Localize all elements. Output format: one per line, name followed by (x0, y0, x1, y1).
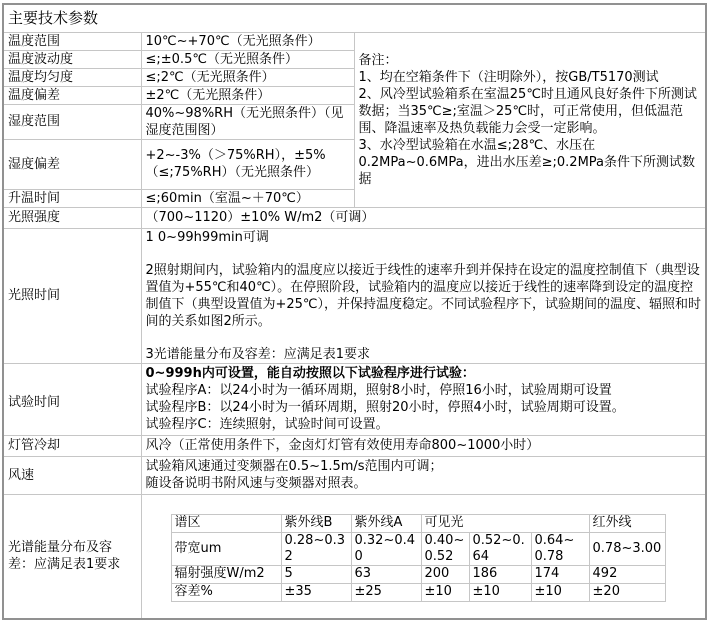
wind-speed-line-1: 试验箱风速通过变频器在0.5~1.5m/s范围内可调； (145, 459, 443, 474)
page-title: 主要技术参数 (3, 4, 706, 32)
bandwidth-vis-2: 0.52~0.64 (469, 532, 531, 565)
spec-label-heatup-time: 升温时间 (3, 189, 141, 207)
spec-value-temp-deviation: ±2℃（无光照条件） (141, 86, 354, 104)
spec-label-humidity-range: 湿度范围 (3, 104, 141, 139)
spec-value-humidity-deviation: +2~-3%（＞75%RH），±5%（≤;75%RH）（无光照条件） (141, 139, 354, 189)
spec-value-temp-fluctuation: ≤;±0.5℃（无光照条件） (141, 50, 354, 68)
spec-label-spectrum: 光谱能量分布及容差：应满足表1要求 (3, 494, 141, 619)
lighting-time-line-3: 3光谱能量分布及容差：应满足表1要求 (145, 346, 371, 362)
bandwidth-vis-3: 0.64~0.78 (531, 532, 589, 565)
test-time-cell (141, 363, 706, 435)
bandwidth-uva: 0.32~0.40 (351, 532, 421, 565)
spec-value-humidity-range: 40%~98%RH（无光照条件）（见湿度范围图） (141, 104, 354, 139)
test-time-heading: 0~999h内可设置，能自动按照以下试验程序进行试验： (145, 366, 475, 381)
spec-value-light-intensity: （700~1120）±10% W/m2（可调） (141, 207, 706, 228)
irradiance-vis-3: 174 (531, 565, 589, 583)
spectrum-row-label-irradiance: 辐射强度W/m2 (171, 565, 281, 583)
tolerance-vis-2: ±10 (469, 583, 531, 601)
remark-line-2: 2、风冷型试验箱系在室温25℃时且通风良好条件下所测试数据；当35℃≥;室温＞25℃时，可正常使用，但低温范围、降温速率及热负载能力会受一定影响。 (358, 86, 697, 136)
irradiance-vis-2: 186 (469, 565, 531, 583)
bandwidth-ir: 0.78~3.00 (589, 532, 665, 565)
spec-label-humidity-deviation: 湿度偏差 (3, 139, 141, 189)
spec-value-heatup-time: ≤;60min（室温~＋70℃） (141, 189, 354, 207)
spec-label-lamp-cooling: 灯管冷却 (3, 435, 141, 456)
spec-value-temp-range: 10℃~+70℃（无光照条件） (141, 32, 354, 50)
tolerance-uva: ±25 (351, 583, 421, 601)
spec-value-temp-uniformity: ≤;2℃（无光照条件） (141, 68, 354, 86)
tolerance-vis-1: ±10 (421, 583, 469, 601)
spectrum-row-label-bandwidth: 带宽um (171, 532, 281, 565)
spec-label-test-time: 试验时间 (3, 363, 141, 435)
spec-label-lighting-time: 光照时间 (3, 228, 141, 363)
spec-label-temp-uniformity: 温度均匀度 (3, 68, 141, 86)
spectrum-col-uvb: 紫外线B (281, 514, 351, 532)
irradiance-ir: 492 (589, 565, 665, 583)
spec-label-temp-deviation: 温度偏差 (3, 86, 141, 104)
bandwidth-vis-1: 0.40~0.52 (421, 532, 469, 565)
lamp-cooling-value: 风冷（正常使用条件下，金卤灯灯管有效使用寿命800~1000小时） (141, 435, 706, 456)
spectrum-col-visible: 可见光 (421, 514, 589, 532)
irradiance-vis-1: 200 (421, 565, 469, 583)
irradiance-uva: 63 (351, 565, 421, 583)
lighting-time-cell (141, 228, 706, 363)
lighting-time-line-1: 1 0~99h99min可调 (145, 229, 269, 245)
test-program-b: 试验程序B：以24小时为一循环周期，照射20小时，停照4小时，试验周期可设置。 (145, 400, 625, 415)
spec-label-wind-speed: 风速 (3, 456, 141, 494)
wind-speed-line-2: 随设备说明书附风速与变频器对照表。 (145, 476, 367, 491)
spectrum-col-infrared: 红外线 (589, 514, 665, 532)
spectrum-col-uva: 紫外线A (351, 514, 421, 532)
remark-line-1: 1、均在空箱条件下（注明除外），按GB/T5170测试 (358, 69, 659, 85)
irradiance-uvb: 5 (281, 565, 351, 583)
lighting-time-line-2: 2照射期间内，试验箱内的温度应以接近于线性的速率升到并保持在设定的温度控制值下（典型设置值为+55℃和40℃）。在停照阶段，试验箱内的温度应以接近于线性的速率降到设定的温度控制值下（典型设置值为+25℃），并保持温度稳定。不同试验程序下，试验期间的温度、辐照和时间的关系如图2所示。 (145, 262, 702, 329)
spectrum-table (171, 514, 666, 602)
remark-cell (354, 32, 706, 207)
remark-line-3: 3、水冷型试验箱在水温≤;28℃、水压在0.2MPa~0.6MPa，进出水压差≥;0.2MPa条件下所测试数据 (358, 137, 696, 187)
wind-speed-cell (141, 456, 706, 494)
spec-label-temp-range: 温度范围 (3, 32, 141, 50)
tolerance-uvb: ±35 (281, 583, 351, 601)
bandwidth-uvb: 0.28~0.32 (281, 532, 351, 565)
spectrum-row-label-tolerance: 容差% (171, 583, 281, 601)
spec-label-temp-fluctuation: 温度波动度 (3, 50, 141, 68)
test-program-c: 试验程序C：连续照射，试验时间可设置。 (145, 417, 389, 432)
tolerance-ir: ±20 (589, 583, 665, 601)
tolerance-vis-3: ±10 (531, 583, 589, 601)
test-program-a: 试验程序A：以24小时为一循环周期，照射8小时，停照16小时，试验周期可设置 (145, 383, 612, 398)
spec-table (2, 3, 707, 620)
spectrum-cell (141, 494, 706, 619)
spec-label-light-intensity: 光照强度 (3, 207, 141, 228)
remark-title: 备注： (358, 52, 398, 68)
spectrum-corner: 谱区 (171, 514, 281, 532)
